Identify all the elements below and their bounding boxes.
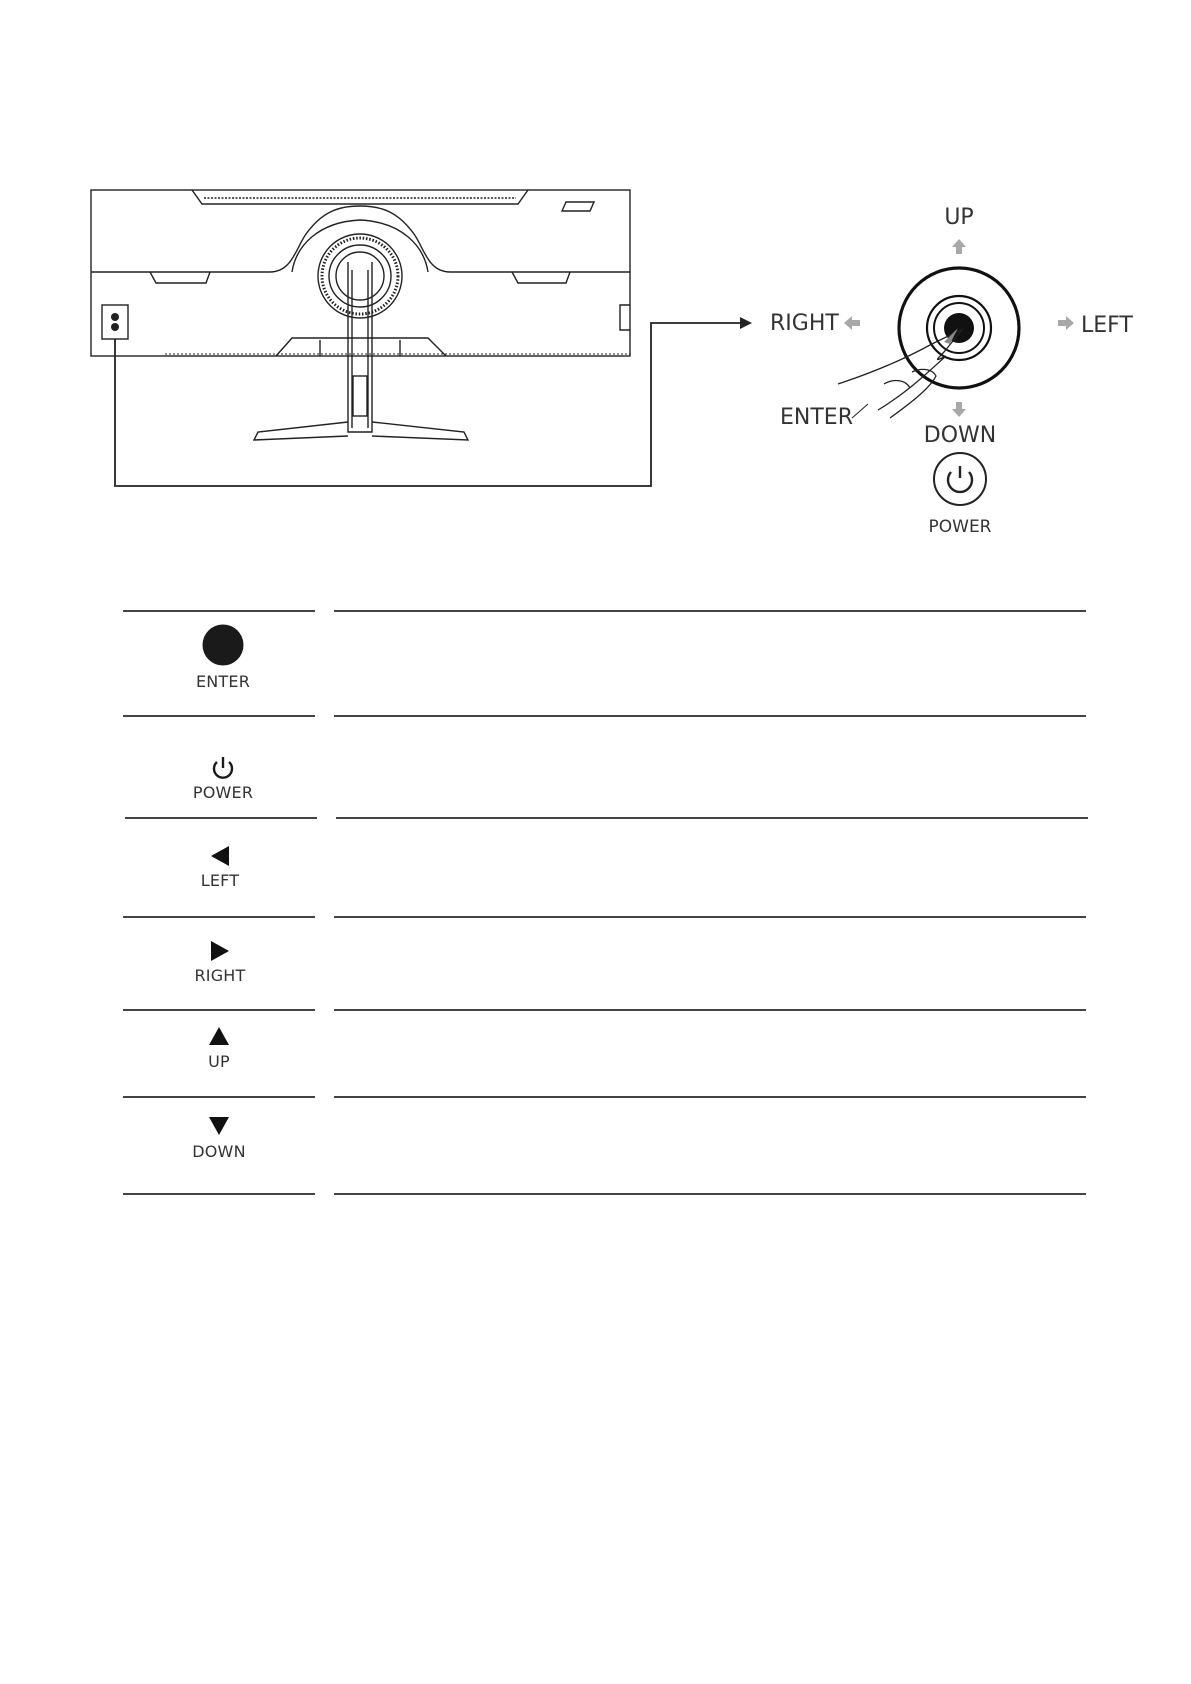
table-rule bbox=[334, 1193, 1086, 1195]
arrow-left-icon bbox=[844, 316, 860, 330]
power-icon bbox=[210, 755, 236, 781]
arrow-right-icon bbox=[1058, 316, 1074, 330]
filled-circle-icon bbox=[202, 624, 244, 666]
table-rule bbox=[334, 916, 1086, 918]
triangle-up-icon bbox=[208, 1026, 230, 1046]
table-rule bbox=[123, 1096, 315, 1098]
key-label: POWER bbox=[192, 783, 254, 802]
table-row-right bbox=[125, 940, 315, 985]
key-label: RIGHT bbox=[194, 966, 246, 985]
rear-button-dot-icon bbox=[111, 313, 119, 321]
table-rule bbox=[123, 916, 315, 918]
table-rule bbox=[334, 1096, 1086, 1098]
table-rule bbox=[123, 610, 315, 612]
arrow-down-icon bbox=[952, 402, 966, 417]
arrow-up-icon bbox=[952, 239, 966, 254]
rear-button-dot-icon bbox=[111, 323, 119, 331]
table-rule bbox=[334, 1009, 1086, 1011]
joystick-illustration bbox=[838, 268, 1019, 418]
power-button-illustration bbox=[934, 453, 986, 505]
key-label: ENTER bbox=[195, 672, 251, 691]
label-right: RIGHT bbox=[770, 311, 839, 336]
table-rule bbox=[334, 715, 1086, 717]
connector-line bbox=[115, 323, 742, 486]
key-label: UP bbox=[208, 1052, 230, 1071]
table-row-enter bbox=[128, 624, 318, 691]
triangle-left-icon bbox=[209, 845, 231, 867]
label-up: UP bbox=[944, 205, 974, 230]
triangle-down-icon bbox=[208, 1116, 230, 1136]
table-rule bbox=[336, 817, 1088, 819]
key-label: DOWN bbox=[192, 1142, 246, 1161]
table-rule bbox=[123, 1193, 315, 1195]
label-enter: ENTER bbox=[780, 405, 853, 430]
table-rule bbox=[123, 715, 315, 717]
table-rule bbox=[125, 817, 317, 819]
table-rule bbox=[123, 1009, 315, 1011]
key-label: LEFT bbox=[200, 871, 240, 890]
enter-leader-line bbox=[852, 404, 868, 418]
label-power: POWER bbox=[928, 517, 992, 537]
table-row-power bbox=[128, 755, 318, 802]
triangle-right-icon bbox=[209, 940, 231, 962]
monitor-rear-illustration bbox=[91, 190, 630, 440]
table-row-left bbox=[125, 845, 315, 890]
table-row-up bbox=[124, 1026, 314, 1071]
monitor-control-diagram bbox=[0, 0, 1191, 560]
table-row-down bbox=[124, 1116, 314, 1161]
label-left: LEFT bbox=[1081, 313, 1133, 338]
label-down: DOWN bbox=[923, 423, 997, 448]
table-rule bbox=[334, 610, 1086, 612]
connector-arrowhead-icon bbox=[740, 317, 752, 329]
